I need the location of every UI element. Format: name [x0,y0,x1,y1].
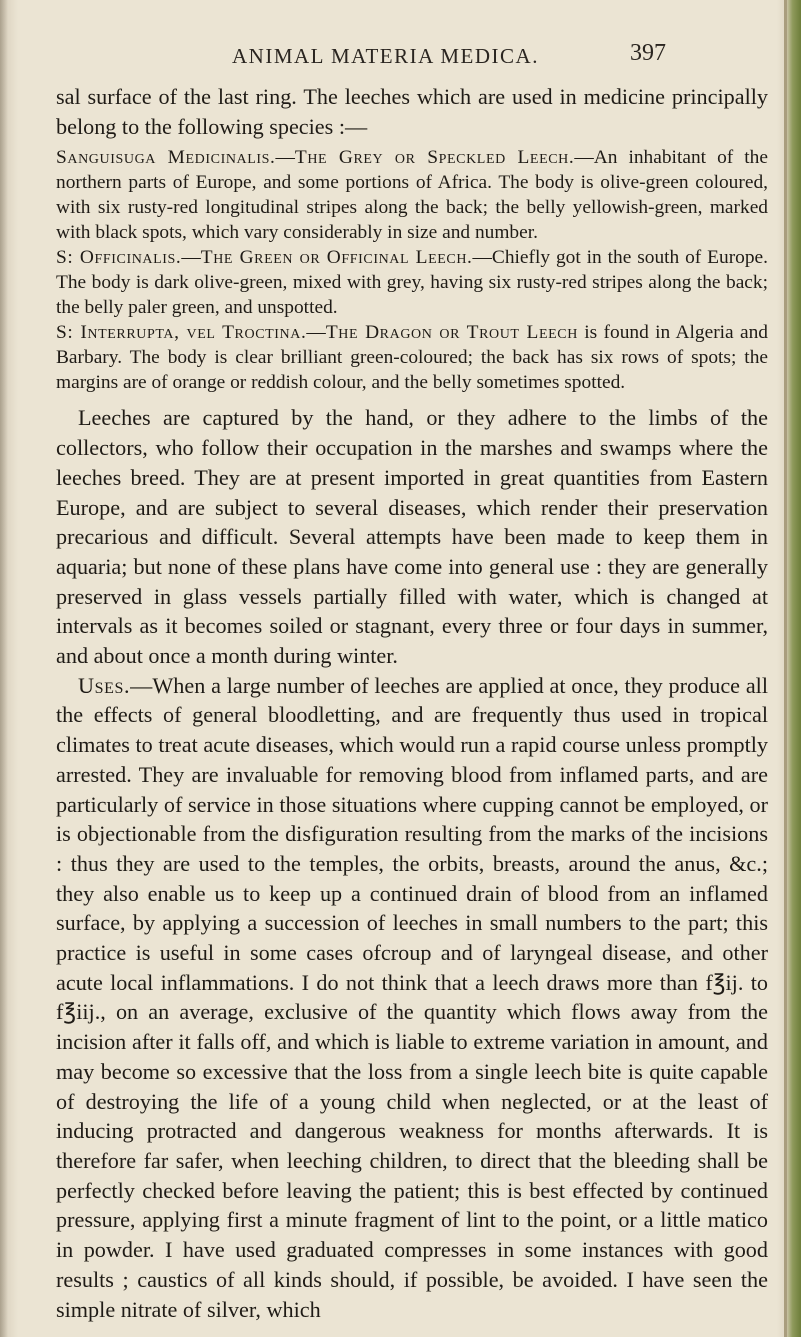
species-entry [56,245,768,320]
uses-text: —When a large number of leeches are applied at once, they produce all the effects of general bloodletting, and are frequently thus used in tropical climates to treat acute diseases, which would run a rapid course unless promptly arrested. They are invaluable for removing blood from inflamed parts, and are particularly of service in those situations where cupping cannot be employed, or is objectionable from the disfiguration resulting from the marks of the incisions : thus they are used to the temples, the orbits, breasts, around the anus, &c.; they also enable us to keep up a continued drain of blood from an inflamed surface, by applying a succession of leeches in small numbers to the part; this practice is useful in some cases ofcroup and of laryngeal disease, and other acute local inflammations. I do not think that a leech draws more than f℥ij. to f℥iij., on an average, exclusive of the quantity which flows away from the incision after it falls off, and which is liable to extreme variation in amount, and may become so excessive that the loss from a single leech bite is quite capable of destroying the life of a young child when neglected, or at the least of inducing protracted and dangerous weakness for months afterwards. It is therefore far safer, when leeching children, to direct that the bleeding shall be perfectly checked before leaving the patient; this is best effected by continued pressure, applying first a minute fragment of lint to the point, or a little matico in powder. I have used graduated compresses in some instances with good results ; caustics of all kinds should, if possible, be avoided. I have seen the simple nitrate of silver, which [56,672,768,1322]
species-separator: — [275,147,295,169]
page-gutter-shadow [0,0,8,1337]
uses-paragraph [56,671,768,1324]
main-text [56,82,768,1324]
species-common-name: The Grey or Speckled Leech. [294,147,575,169]
page-number: 397 [630,40,666,66]
species-separator: — [306,322,326,344]
species-description: is found in Algeria and Barbary. The body is clear brilliant green-coloured; the back has six rows of spots; the margins are of orange or reddish colour, and the belly sometimes spotted. [56,322,768,394]
capture-paragraph: Leeches are captured by the hand, or they adhere to the limbs of the collectors, who follow their occupation in the marshes and swamps where the leeches breed. They are at present imported in great quantities from Eastern Europe, and are subject to several diseases, which render their preservation precarious and difficult. Several attempts have been made to keep them in aquaria; but none of these plans have come into general use : they are generally preserved in glass vessels partially filled with water, which is changed at intervals as it becomes soiled or stagnant, every three or four days in summer, and about once a month during winter. [56,405,768,669]
species-name: S: Officinalis. [56,247,182,269]
species-description: —An inhabitant of the northern parts of Europe, and some portions of Africa. The body is olive-green coloured, with six rusty-red longitudinal stripes along the back; the belly yellowish-green, marked with black spots, which vary considerably in size and number. [56,147,768,244]
species-separator: — [181,247,201,269]
species-description: —Chiefly got in the south of Europe. The body is dark olive-green, mixed with grey, having six rusty-red stripes along the back; the belly paler green, and unspotted. [56,247,768,319]
species-name: S: Interrupta, vel Troctina. [56,322,307,344]
book-binding-edge [787,0,801,1337]
species-entry [56,145,768,245]
species-common-name: The Green or Officinal Leech. [200,247,473,269]
uses-heading: Uses. [78,672,131,698]
species-entry [56,320,768,395]
intro-paragraph: sal surface of the last ring. The leeches which are used in medicine principally belong to the following species :— [56,84,768,139]
running-title: ANIMAL MATERIA MEDICA. [232,44,539,68]
species-common-name: The Dragon or Trout Leech [325,322,578,344]
species-name: Sanguisuga Medicinalis. [56,147,276,169]
